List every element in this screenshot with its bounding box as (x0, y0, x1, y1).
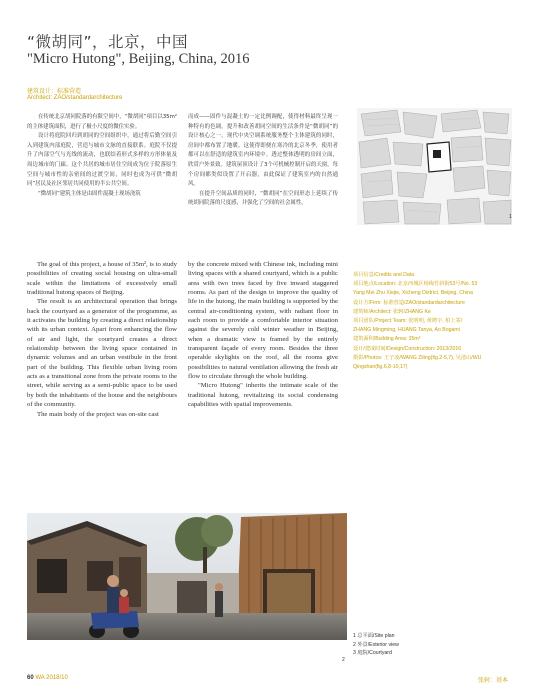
credits-team: ZHANG Mingming, HUANG Tanya, Ao Bogami (353, 327, 460, 334)
site-plan-drawing (357, 108, 512, 225)
page-number: 60 (27, 675, 34, 681)
chinese-text-column-1 (27, 113, 177, 199)
cn-paragraph: 在提升空间品质的同时，“微胡同”在空间形态上延续了传统胡同院落的尺度感，并强化了空间的社会属性。 (188, 190, 338, 207)
architect-english: Architect: ZAO/standardarchitecture (27, 95, 123, 101)
en-paragraph: The result is an architectural operation that brings back the courtyard as a generator of the programme, as it activates the building by creating a direct relationship with its urban context. Apart from enhancing the flow of air and light, the courtyard creates a direct relationship between the living space contained in dynamic volumes and an urban vestibule in the front part of the building. This flexible urban living room acts as a transitional zone from the private rooms to the street, while serving as a semi-public space to be used by both the inhabitants of the house and the neighbours of the community. (27, 298, 177, 409)
en-paragraph: The main body of the project was on-site cast (37, 410, 159, 418)
cn-paragraph: “微胡同”建筑主体是由固件混凝土现场浇筑 (38, 190, 141, 197)
english-text-column-1 (27, 260, 177, 419)
cn-paragraph: 而成——固件与混凝土的一定比例调配，使得材料最终呈现一种特有的色调。提升和改善胡同空间的生活条件是“微胡同”的设计核心之一。现代中央空调系统服务整个主体建筑的同时，房间中都布置了地暖。这使得即便在寒冷的北京冬季，使用者都可以在舒适的建筑室内环境中。透过整体透明的房间立面，欣赏户外景致。建筑屋顶设计了3个可机械控制开启的天窗，每个房间都类似设置了开启器，由此保证了建筑室内的自然通风。 (188, 114, 338, 188)
site-plan-figure (357, 108, 512, 225)
page-footer-right: 张轲：基本 (477, 678, 508, 684)
credits-location: 项目地点/Location: 北京西城区杨梅竹斜街53号/No. 53 (353, 281, 478, 288)
credits-photos: Qingshan(fig.6,8-10,17) (353, 364, 408, 371)
journal-issue: WA 2018/10 (35, 675, 68, 681)
credits-architect: 建筑师/Architect: 张轲/ZHANG Ke (353, 308, 431, 315)
exterior-view-illustration (27, 513, 347, 640)
credits-heading: 项目信息/Credits and Data (353, 272, 415, 278)
en-paragraph: by the concrete mixed with Chinese ink, including mini living spaces with a shared courtyard, which is a public area with two trees faced by five inward staggered rooms. As part of the design to improve the quality of life in the hutong, the main building is supported by the central air-conditioning system, with radiant floor in each room to provide a comfortable interior situation against the severely cold winter weather in Beijing, when a dramatic view is framed by the entirely transparent façade of every room. Besides the three operable skylights on the roof, all the rooms give possibilities to natural ventilation allowing the fresh air flow to circulate through the whole building. (188, 261, 338, 381)
cn-paragraph: 在传统北京胡同院落的有限空间中，“微胡同”项目以35m²的主体建筑面积，进行了极小尺度的微住实验。 (27, 114, 177, 130)
credits-photos: 摄影/Photos: 王子凌/WANG Ziling(fig.2-5,7), 吴清山/WU (353, 354, 482, 361)
figure-number-2: 2 (342, 657, 345, 663)
english-text-column-2 (188, 260, 338, 410)
en-paragraph: "Micro Hutong" inherits the intimate scale of the traditional hutong, revitalizing its social condensing capabilities with spatial improvements. (188, 382, 338, 409)
exterior-view-photo (27, 513, 347, 640)
credits-firm: 设计方/Firm: 标准营造/ZAO/standardarchitecture (353, 299, 465, 306)
title-chinese: “微胡同”，北京，中国 (27, 33, 189, 51)
cn-paragraph: 设计将庭院回归到胡同的空间组织中，通过将后勤空间引入到建筑内部庭院，营造与城市文脉的直接联系。庭院不仅提升了内部空气与光线的流动，也联结着形式多样的方形体量及周边城市的门廊。这个共居的城市居住空间成为位于院落原生空间与城市性的亲密间的过渡空间，同时也成为可供“微胡同”居民及社区邻居共同使用的半公共空间。 (27, 133, 177, 188)
page-footer-left (27, 675, 68, 681)
credits-team: 项目团队/Project Team: 张明明, 黄娉宇, 柏上霏/ (353, 318, 463, 325)
credits-location: Yang Mei Zhu Xiejie, Xicheng District, Beijing, China (353, 290, 473, 297)
credits-block (353, 271, 518, 372)
chinese-text-column-2 (188, 113, 338, 209)
figure-number-1: 1 (509, 214, 512, 220)
en-paragraph: The goal of this project, a house of 35m², is to study possibilities of creating social housing on ultra-small scale within the limitations of excessively small traditional hutong spaces of Beijing. (27, 261, 177, 297)
caption-site-plan: 1 总平面/Site plan (353, 633, 395, 639)
title-english: "Micro Hutong", Beijing, China, 2016 (27, 51, 250, 67)
architect-chinese: 建筑设计：标准营造 (27, 88, 82, 95)
caption-courtyard: 3 庭院/Courtyard (353, 650, 392, 657)
credits-area: 建筑面积/Building Area: 35m² (353, 336, 421, 343)
figure-captions (353, 632, 399, 658)
credits-construction: 设计/建成时间/Design/Construction: 2013/2016 (353, 345, 462, 352)
caption-exterior-view: 2 外景/Exterior view (353, 641, 399, 648)
